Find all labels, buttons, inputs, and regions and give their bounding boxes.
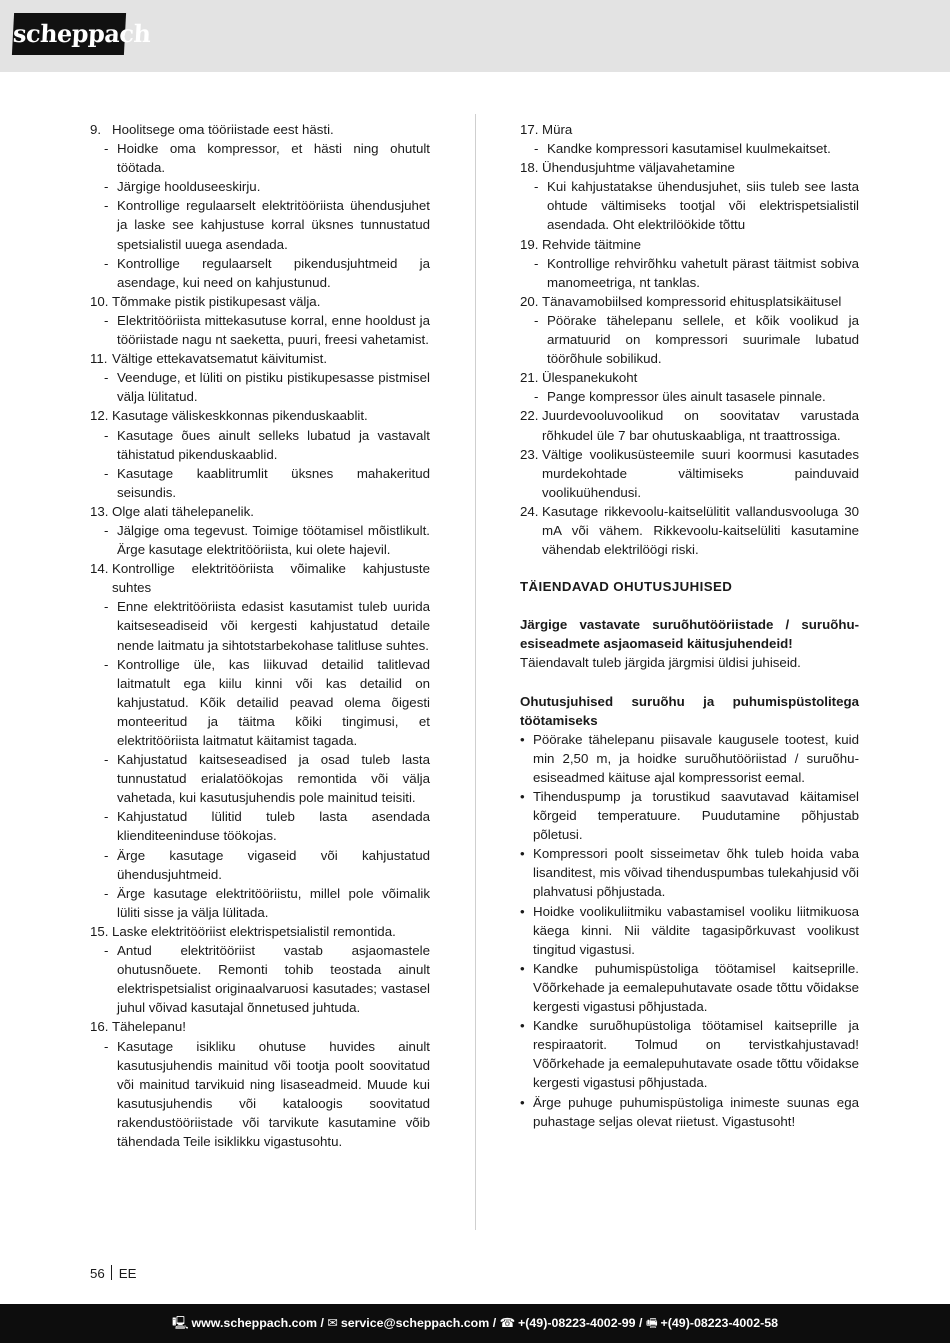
- item-number: 10.: [90, 293, 109, 309]
- bullet-text: Ärge puhuge puhumispüstoliga inimeste suunas ega puhastage seljas olevat riietust. Vigastusoht!: [533, 1094, 859, 1129]
- item-text: Ühendusjuhtme väljavahetamine: [542, 160, 735, 176]
- bullet-text: Kandke suruõhupüstoliga töötamisel kaitseprille ja respiraatorit. Tolmud on tervistkahjustavad! Võõrkehade ja eemalepuhutavate osade tõttu võidakse kergesti vigastusi põhjustada.: [533, 1018, 859, 1091]
- left-column: [90, 120, 430, 1151]
- item-text: Laske elektritööriist elektrispetsialistil remontida.: [112, 923, 396, 939]
- sub-item: [90, 846, 430, 884]
- item-text: Tänavamobiilsed kompressorid ehitusplatsikäitusel: [542, 293, 842, 309]
- item-text: Tähelepanu!: [112, 1019, 186, 1035]
- right-numbered-list: [520, 120, 859, 559]
- sub-item-text: Kandke kompressori kasutamisel kuulmekaitset.: [547, 141, 831, 157]
- dash-marker: -: [104, 1038, 109, 1054]
- sub-item: [90, 254, 430, 292]
- list-item: [520, 368, 859, 387]
- item-number: 17.: [520, 122, 539, 137]
- sub-item-text: Kasutage isikliku ohutuse huvides ainult kasutusjuhendis mainitud või tootja poolt soovitatud või mainitud tarvikuid ning lisaseadmeid. Muude kui kasutusjuhendis või kataloogis soovitatud rakendustööriistade või tarvikute kasutamine võib tähendada Teile isiklikku vigastusohtu.: [117, 1038, 430, 1149]
- sub-item: [520, 254, 859, 292]
- list-item: [90, 559, 430, 597]
- item-text: Kontrollige elektritööriista võimalike kahjustuste suhtes: [112, 561, 430, 596]
- sub-item: [90, 426, 430, 464]
- sub-item-text: Kahjustatud lülitid tuleb lasta asendada klienditeeninduse töökojas.: [117, 809, 430, 844]
- item-text: Vältige ettekavatsematut käivitumist.: [112, 351, 328, 367]
- footer-email[interactable]: service@scheppach.com /: [340, 1316, 497, 1330]
- dash-marker: -: [104, 255, 109, 271]
- list-item: [520, 292, 859, 311]
- sub-item: [90, 139, 430, 177]
- page-footer: [0, 1304, 950, 1343]
- sub-item: [90, 884, 430, 922]
- dash-marker: -: [104, 656, 109, 672]
- item-number: 9.: [90, 122, 102, 137]
- bullet-item: [520, 959, 859, 1016]
- bullet-marker: •: [520, 1094, 525, 1110]
- item-number: 19.: [520, 236, 539, 252]
- sub-item: [90, 941, 430, 1017]
- email-icon: ✉: [327, 1316, 338, 1330]
- sub-item-text: Kahjustatud kaitseseadised ja osad tuleb lasta tunnustatud erialatöökojas remontida või välja vahetada, kui kasutusjuhendis pole mainitud teisiti.: [117, 752, 430, 806]
- sub-item: [90, 311, 430, 349]
- footer-fax: +(49)-08223-4002-58: [660, 1316, 778, 1330]
- dash-marker: -: [534, 312, 539, 328]
- item-text: Vältige voolikusüsteemile suuri koormusi kasutades murdekohtade vältimiseks painduvaid voolikuühendusi.: [542, 446, 859, 500]
- dash-marker: -: [104, 370, 109, 386]
- subheading: Ohutusjuhised suruõhu ja puhumispüstolitega töötamiseks: [520, 693, 859, 728]
- sub-item-text: Pöörake tähelepanu sellele, et kõik voolikud ja armatuurid on kompressori suurimale lubatud töörõhule sobilikud.: [547, 312, 859, 367]
- sub-item: [520, 311, 859, 368]
- item-text: Olge alati tähelepanelik.: [112, 503, 254, 519]
- sub-item-text: Kontrollige regulaarselt pikendusjuhtmeid ja asendage, kui need on kahjustunud.: [117, 255, 430, 290]
- dash-marker: -: [104, 752, 109, 768]
- sub-item: [90, 655, 430, 750]
- bullet-item: [520, 1016, 859, 1092]
- dash-marker: -: [104, 312, 109, 328]
- dash-marker: -: [104, 179, 109, 195]
- section-heading: TÄIENDAVAD OHUTUSJUHISED: [520, 579, 733, 595]
- fax-icon: 🖷: [645, 1316, 658, 1330]
- item-text: Tõmmake pistik pistikupesast välja.: [112, 293, 321, 309]
- bullet-item: [520, 787, 859, 844]
- dash-marker: -: [534, 255, 539, 271]
- sub-item: [90, 807, 430, 845]
- item-number: 18.: [520, 160, 539, 176]
- item-text: Hoolitsege oma tööriistade eest hästi.: [112, 122, 334, 137]
- bullet-text: Hoidke voolikuliitmiku vabastamisel vooliku liitmikuosa käega kinni. Nii väldite tagasipõrkuvast voolikust tingitud vigastusi.: [533, 903, 859, 957]
- item-number: 13.: [90, 503, 109, 519]
- bullet-item: [520, 1093, 859, 1131]
- sub-item-text: Hoidke oma kompressor, et hästi ning ohutult töötada.: [117, 141, 430, 176]
- dash-marker: -: [104, 198, 109, 214]
- sub-item-text: Jälgige oma tegevust. Toimige töötamisel mõistlikult. Ärge kasutage elektritööriista, kui olete hajevil.: [117, 522, 430, 558]
- list-item: [90, 406, 430, 425]
- sub-item: [90, 177, 430, 196]
- dash-marker: -: [104, 943, 109, 959]
- sub-item-text: Elektritööriista mittekasutuse korral, enne hooldust ja tööriistade nagu nt saeketta, puuri, freesi vahetamist.: [117, 312, 430, 348]
- list-item: [90, 1017, 430, 1036]
- column-divider: [475, 114, 476, 1230]
- sub-item-text: Antud elektritööriist vastab asjaomastele ohutusnõuete. Remonti tohib teostada ainult elektrispetsialist originaalvaruosi kasutades; vastasel juhul võivad kasutajal õnnetused juhtuda.: [117, 943, 430, 1016]
- item-text: Kasutage rikkevoolu-kaitselülitit vallandusvooluga 30 mA või vähem. Rikkevoolu-kaitselüliti kasutamine vähendab elektrilöögi riski.: [542, 503, 859, 558]
- item-number: 22.: [520, 408, 539, 424]
- item-number: 16.: [90, 1019, 109, 1035]
- sub-item-text: Järgige hoolduseeskirju.: [117, 179, 261, 195]
- sub-item-text: Kasutage kaablitrumlit üksnes mahakeritud seisundis.: [117, 465, 430, 500]
- list-item: [520, 406, 859, 444]
- footer-web[interactable]: www.scheppach.com /: [191, 1316, 324, 1330]
- sub-item-text: Kui kahjustatakse ühendusjuhet, siis tuleb see lasta ohtude vältimiseks tootjal või elektrispetsialistil asendada. Oht elektrilöökide tõttu: [547, 179, 859, 233]
- dash-marker: -: [104, 599, 109, 615]
- item-text: Müra: [542, 122, 573, 137]
- bullet-marker: •: [520, 1018, 525, 1034]
- dash-marker: -: [104, 885, 109, 901]
- list-item: [520, 235, 859, 254]
- item-number: 20.: [520, 293, 539, 309]
- item-text: Juurdevooluvoolikud on soovitatav varustada rõhkudel üle 7 bar ohutuskaabliga, nt traattrossiga.: [542, 408, 859, 443]
- page-number: 56: [90, 1266, 105, 1281]
- bullet-marker: •: [520, 846, 525, 862]
- sub-item: [90, 597, 430, 654]
- item-number: 14.: [90, 561, 109, 577]
- dash-marker: -: [104, 141, 109, 157]
- list-item: [90, 922, 430, 941]
- item-number: 15.: [90, 923, 109, 939]
- dash-marker: -: [104, 809, 109, 825]
- item-number: 12.: [90, 408, 109, 424]
- sub-item-text: Ärge kasutage vigaseid või kahjustatud ühendusjuhtmeid.: [117, 847, 430, 882]
- language-code: EE: [118, 1266, 137, 1281]
- page-number-area: [90, 1265, 137, 1281]
- list-item: [90, 292, 430, 311]
- item-number: 23.: [520, 446, 539, 462]
- sub-item-text: Enne elektritööriista edasist kasutamist tuleb uurida kaitseseadiseid või kergesti kahjustatud detaile nende laitmatu ja sihtotstarbekohase talitluse suhtes.: [117, 599, 430, 653]
- dash-marker: -: [534, 141, 539, 157]
- sub-item-text: Kontrollige rehvirõhku vahetult pärast täitmist sobiva manomeetriga, nt tanklas.: [547, 255, 859, 290]
- bullet-text: Kompressori poolt sisseimetav õhk tuleb hoida vaba lisanditest, mis võivad tihenduspumbas tulekahjusid või plahvatusi põhjustada.: [533, 846, 859, 900]
- sub-item: [90, 464, 430, 502]
- intro-bold-text: Järgige vastavate suruõhutööriistade / suruõhu-esiseadmete asjaomaseid käitusjuhendeid!: [520, 617, 859, 652]
- list-item: [520, 502, 859, 559]
- item-text: Rehvide täitmine: [542, 236, 642, 252]
- footer-phone: +(49)-08223-4002-99 /: [518, 1316, 643, 1330]
- bullet-marker: •: [520, 960, 525, 976]
- list-item: [520, 120, 859, 139]
- sub-item-text: Ärge kasutage elektritööriistu, millel pole võimalik lüliti sisse ja välja lülitada.: [117, 885, 430, 920]
- list-item: [90, 120, 430, 139]
- dash-marker: -: [104, 847, 109, 863]
- brand-logo: scheppach: [12, 13, 126, 55]
- bullet-item: [520, 730, 859, 787]
- phone-icon: ☎: [499, 1316, 516, 1330]
- sub-item-text: Kontrollige üle, kas liikuvad detailid talitlevad laitmatult ega kiilu kinni või kas detailid on kahjustatud. Kõik detailid peavad olema õigesti monteeritud ja täitma kõiki tingimusi, et elektritööriista laitmatut käitamist tagada.: [117, 656, 430, 748]
- sub-item: [90, 1037, 430, 1152]
- sub-item: [90, 521, 430, 559]
- bullet-list: [520, 730, 859, 1131]
- item-number: 21.: [520, 370, 539, 386]
- bullet-item: [520, 844, 859, 901]
- dash-marker: -: [104, 522, 109, 538]
- intro-text: Täiendavalt tuleb järgida järgmisi üldisi juhiseid.: [520, 655, 801, 671]
- dash-marker: -: [104, 465, 109, 481]
- bullet-text: Kandke puhumispüstoliga töötamisel kaitseprille. Võõrkehade ja eemalepuhutavate osade tõttu võidakse kergesti vigastusi põhjustada.: [533, 960, 859, 1015]
- dash-marker: -: [534, 179, 539, 195]
- sub-item: [90, 750, 430, 807]
- bullet-marker: •: [520, 731, 525, 747]
- list-item: [520, 158, 859, 177]
- page-header: [0, 0, 950, 72]
- right-column: [520, 120, 859, 1131]
- sub-item: [520, 139, 859, 158]
- item-number: 24.: [520, 503, 539, 519]
- dash-marker: -: [534, 389, 539, 405]
- sub-item: [90, 368, 430, 406]
- sub-item-text: Veenduge, et lüliti on pistiku pistikupesasse pistmisel välja lülitatud.: [117, 370, 430, 405]
- bullet-text: Pöörake tähelepanu piisavale kaugusele tootest, kuid min 2,50 m, ja hoidke suruõhutööriistad / suruõhu-esiseadmed käituse ajal kompressorist eemal.: [533, 731, 859, 785]
- sub-item: [520, 387, 859, 406]
- sub-item: [520, 177, 859, 234]
- sub-item-text: Pange kompressor üles ainult tasasele pinnale.: [547, 389, 826, 405]
- dash-marker: -: [104, 427, 109, 443]
- bullet-marker: •: [520, 789, 525, 804]
- bullet-item: [520, 902, 859, 959]
- sub-item: [90, 196, 430, 253]
- item-number: 11.: [90, 351, 108, 367]
- item-text: Ülespanekukoht: [542, 370, 638, 386]
- list-item: [90, 349, 430, 368]
- list-item: [520, 445, 859, 502]
- sub-item-text: Kontrollige regulaarselt elektritööriista ühendusjuhet ja laske see kahjustuse korral üksnes tunnustatud spetsialistil uuega asendada.: [117, 198, 430, 252]
- list-item: [90, 502, 430, 521]
- sub-item-text: Kasutage õues ainult selleks lubatud ja vastavalt tähistatud pikenduskaablid.: [117, 427, 430, 462]
- item-text: Kasutage väliskeskkonnas pikenduskaablit.: [112, 408, 368, 424]
- computer-icon: 🖳: [172, 1316, 189, 1330]
- bullet-marker: •: [520, 903, 525, 919]
- bullet-text: Tihenduspump ja torustikud saavutavad käitamisel kõrgeid temperatuure. Puudutamine põhjustab põletusi.: [533, 789, 859, 843]
